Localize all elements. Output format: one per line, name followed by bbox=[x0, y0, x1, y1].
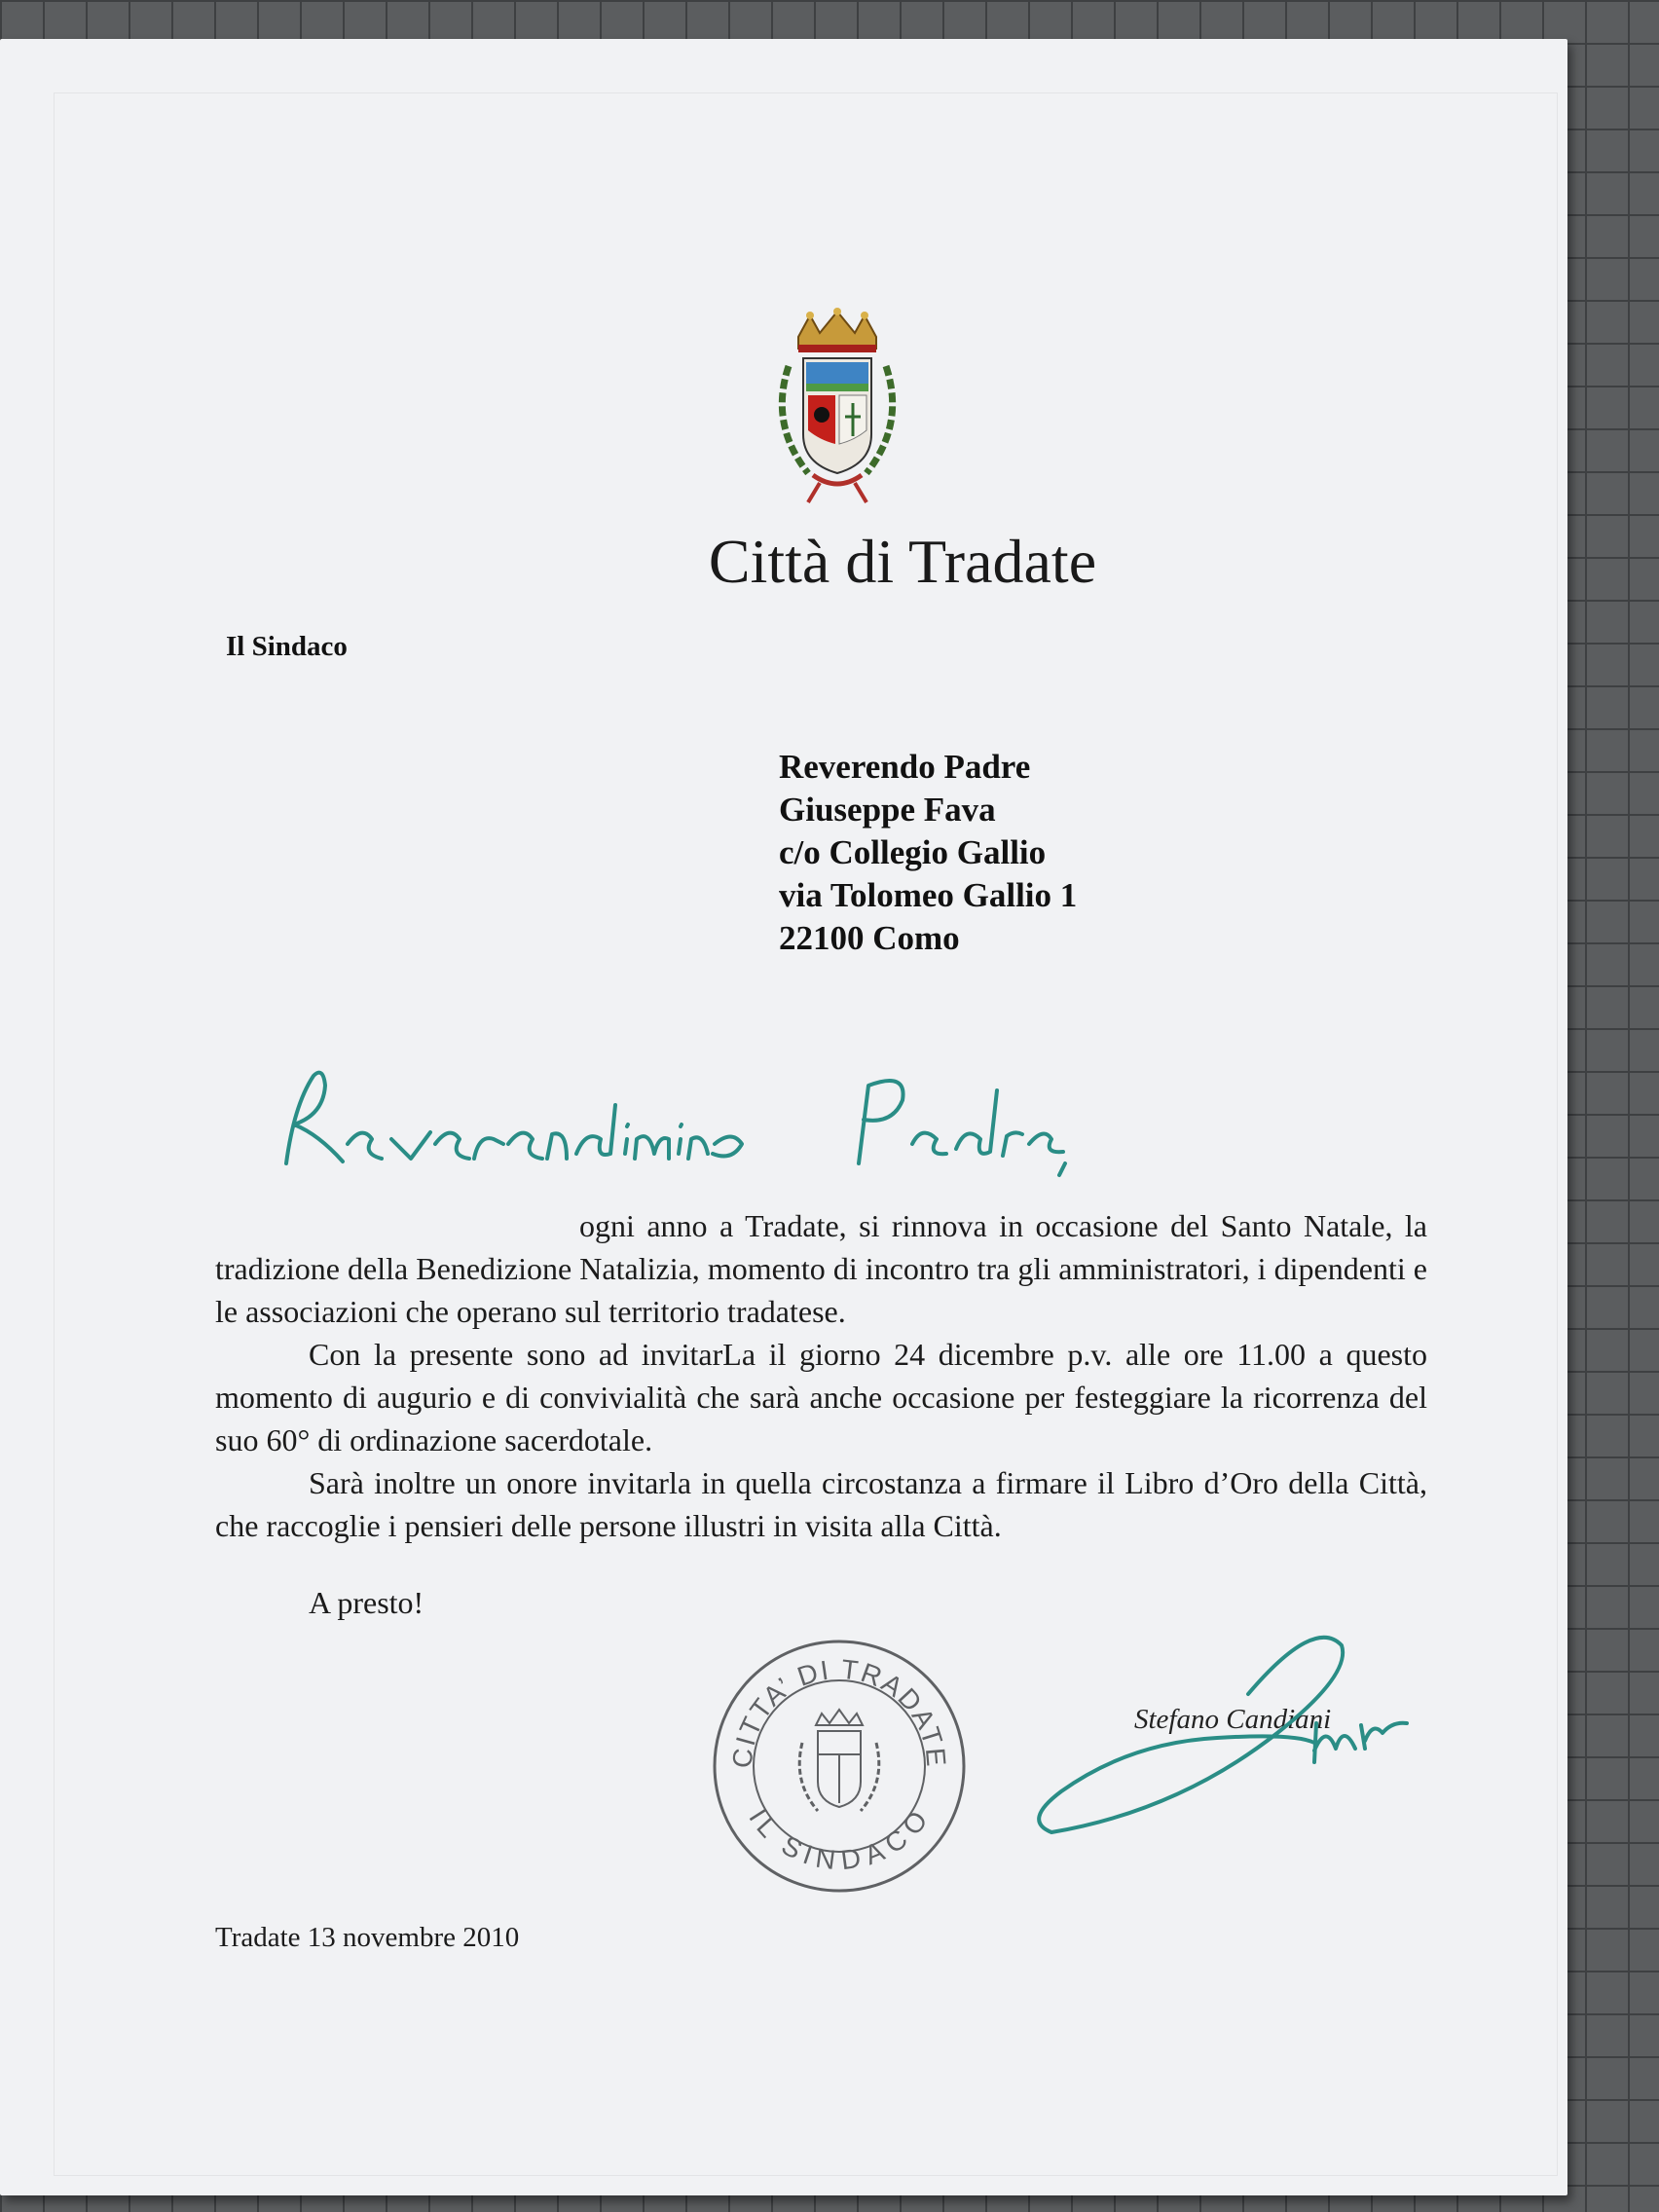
official-stamp-icon bbox=[709, 1636, 970, 1897]
letter-body bbox=[215, 1204, 1427, 1547]
stamp-top-text: CITTA’ DI TRADATE bbox=[726, 1653, 952, 1770]
sender-title: Il Sindaco bbox=[226, 631, 348, 662]
recipient-line: c/o Collegio Gallio bbox=[779, 833, 1047, 871]
recipient-line: Giuseppe Fava bbox=[779, 791, 996, 829]
body-paragraph: Sarà inoltre un onore invitarla in quella circostanza a firmare il Libro d’Oro della Città, che raccoglie i pensieri delle persone illustri in visita alla Città. bbox=[215, 1465, 1427, 1543]
recipient-line: via Tolomeo Gallio 1 bbox=[779, 876, 1078, 914]
closing-line: A presto! bbox=[309, 1585, 424, 1620]
letterhead-title: Città di Tradate bbox=[708, 527, 1097, 596]
letter-date: Tradate 13 novembre 2010 bbox=[215, 1922, 520, 1953]
recipient-address bbox=[779, 746, 1077, 960]
body-paragraph: Con la presente sono ad invitarLa il giorno 24 dicembre p.v. alle ore 11.00 a questo momento di augurio e di convivialità che sarà anche occasione per festeggiare la ricorrenza del suo 60° di ordinazione sacerdotale. bbox=[215, 1337, 1427, 1457]
recipient-line: Reverendo Padre bbox=[779, 748, 1031, 786]
coat-of-arms-icon bbox=[759, 308, 915, 512]
body-paragraph: ogni anno a Tradate, si rinnova in occasione del Santo Natale, la tradizione della Benedizione Natalizia, momento di incontro tra gli amministratori, i dipendenti e le associazioni che operano sul territorio tradatese. bbox=[215, 1208, 1427, 1329]
crown-icon bbox=[798, 308, 876, 352]
svg-text:IL SINDACO bbox=[743, 1803, 934, 1875]
recipient-line: 22100 Como bbox=[779, 919, 960, 957]
signatory-name: Stefano Candiani bbox=[1134, 1704, 1332, 1735]
handwritten-signature bbox=[1022, 1626, 1431, 1840]
stamp-bottom-text: IL SINDACO bbox=[743, 1803, 935, 1876]
handwritten-salutation bbox=[275, 1047, 1073, 1183]
